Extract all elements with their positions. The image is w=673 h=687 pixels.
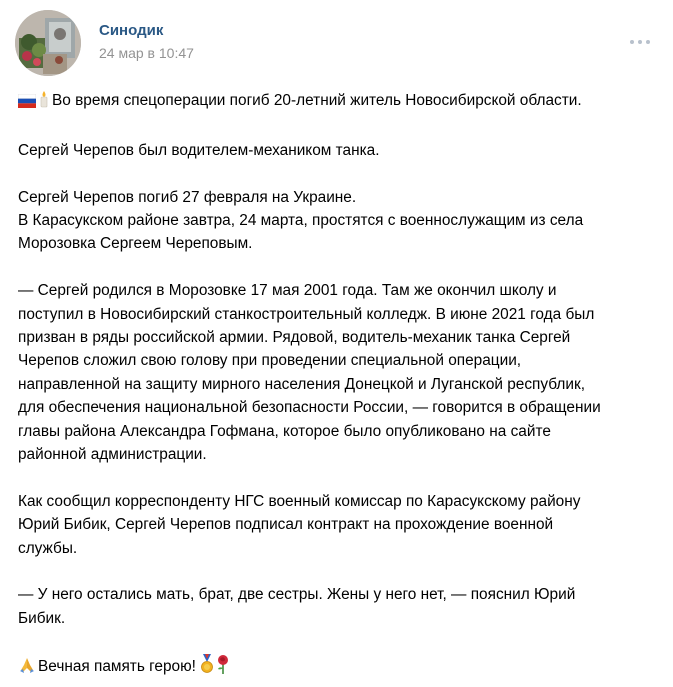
text-line: — Сергей родился в Морозовке 17 мая 2001 года. Там же окончил школу и (18, 282, 557, 300)
text-line: службы. (18, 539, 78, 557)
author-name[interactable]: Синодик (99, 22, 164, 39)
medal-icon (200, 654, 214, 681)
text-line: главы района Александра Гофмана, которое было опубликовано на сайте (18, 422, 551, 440)
text-line: для обеспечения национальной безопасности России, — говорится в обращении (18, 399, 601, 417)
text-line: Во время спецоперации погиб 20-летний житель Новосибирской области. (52, 92, 582, 109)
paragraph-3 (18, 186, 658, 256)
text-line: В Карасукском районе завтра, 24 марта, простятся с военнослужащим из села (18, 212, 584, 229)
text-line: направленной на защиту мирного населения Донецкой и Луганской республик, (18, 375, 585, 393)
russia-flag-icon (18, 92, 36, 115)
paragraph-2 (18, 139, 658, 162)
candle-icon (38, 90, 50, 115)
post-date[interactable]: 24 мар в 10:47 (99, 45, 194, 61)
text-line: Вечная память герою! (38, 657, 196, 675)
text-line: Морозовка Сергеем Череповым. (18, 235, 253, 253)
paragraph-1 (18, 89, 658, 115)
paragraph-4 (18, 279, 658, 466)
text-line: поступил в Новосибирский станкостроительный колледж. В июне 2021 года был (18, 305, 595, 323)
text-line: Черепов сложил свою голову при проведении специальной операции, (18, 352, 522, 370)
text-line: районной администрации. (18, 446, 207, 464)
dot (630, 40, 634, 44)
more-horizontal-icon[interactable] (625, 34, 655, 50)
praying-hands-icon (18, 656, 36, 681)
rose-icon (216, 654, 230, 681)
text-line: Как сообщил корреспонденту НГС военный комиссар по Карасукскому району (18, 492, 581, 510)
post-text (18, 89, 658, 681)
text-line: — У него остались мать, брат, две сестры. Жены у него нет, — пояснил Юрий (18, 586, 576, 604)
text-line: Сергей Черепов был водителем-механиком танка. (18, 141, 380, 159)
memorial-photo-avatar (15, 10, 81, 76)
text-line: Сергей Черепов погиб 27 февраля на Украине. (18, 188, 357, 206)
dot (638, 40, 642, 44)
line (18, 89, 658, 115)
text-line: Бибик. (18, 609, 66, 627)
dot (646, 40, 650, 44)
community-avatar[interactable] (15, 10, 81, 76)
line (18, 654, 658, 681)
paragraph-6 (18, 583, 658, 630)
paragraph-7 (18, 654, 658, 681)
text-line: призван в ряды российской армии. Рядовой, водитель-механик танка Сергей (18, 329, 571, 347)
text-line: Юрий Бибик, Сергей Черепов подписал контракт на прохождение военной (18, 516, 554, 534)
paragraph-5 (18, 490, 658, 560)
